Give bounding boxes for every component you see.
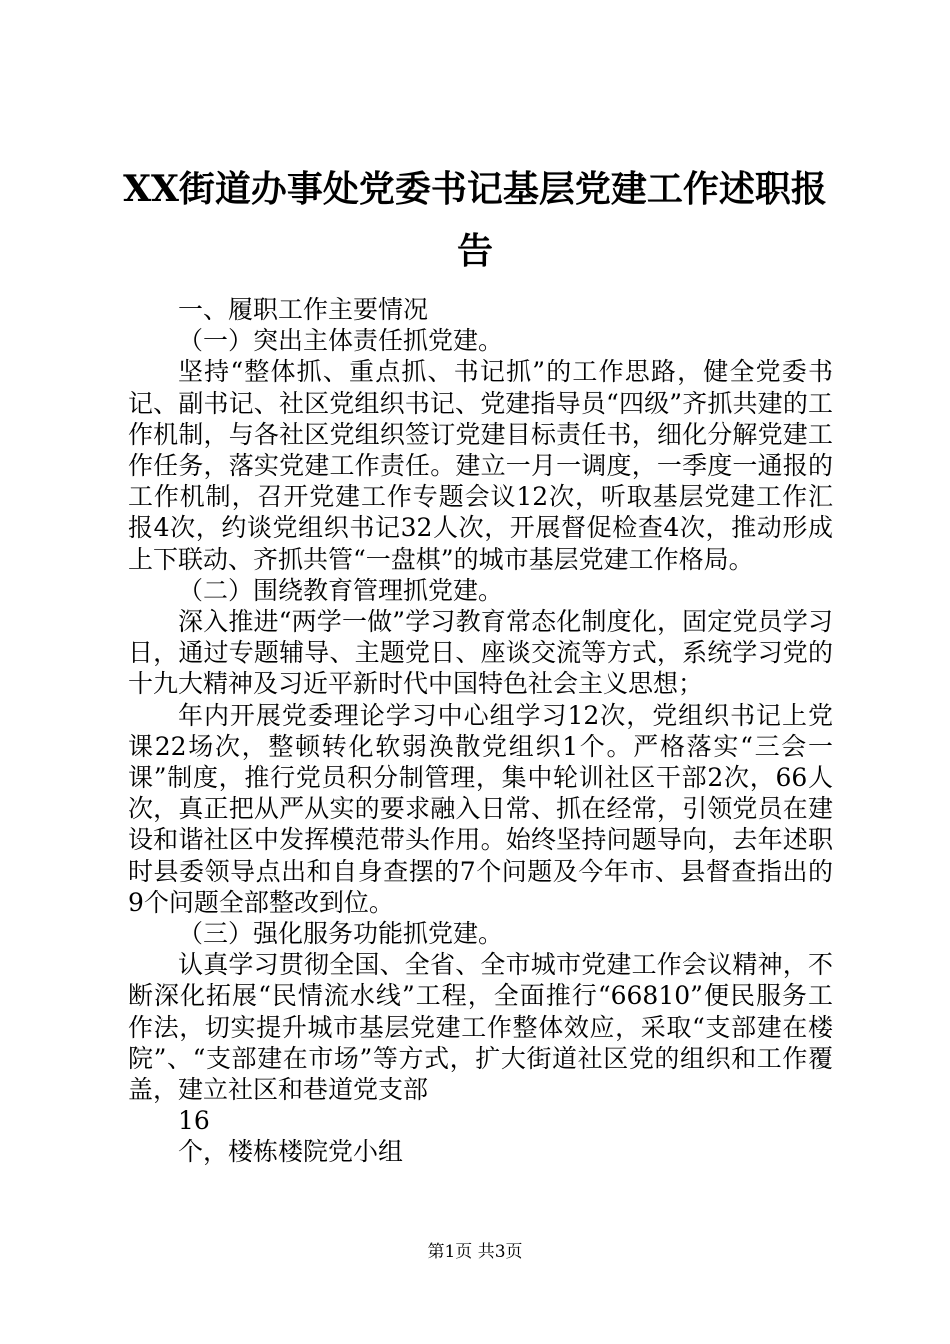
- subsection-heading: （三）强化服务功能抓党建。: [178, 919, 504, 949]
- body-paragraph: 认真学习贯彻全国、全省、全市城市党建工作会议精神，不断深化拓展“民情流水线”工程，全面推行“66810”便民服务工作法，切实提升城市基层党建工作整体效应，采取“支部建在楼院”、“支部建在市场”等方式，扩大街道社区党的组织和工作覆盖，建立社区和巷道党支部: [128, 950, 833, 1105]
- document-title: XX街道办事处党委书记基层党建工作述职报告: [123, 168, 827, 272]
- subsection-heading: （一）突出主体责任抓党建。: [178, 326, 504, 356]
- section-heading: 一、履职工作主要情况: [178, 295, 429, 324]
- subsection-heading: （二）围绕教育管理抓党建。: [178, 575, 504, 605]
- body-fragment: 个，楼栋楼院党小组: [178, 1137, 404, 1167]
- body-paragraph: 坚持“整体抓、重点抓、书记抓”的工作思路，健全党委书记、副书记、社区党组织书记、党建指导员“四级”齐抓共建的工作机制，与各社区党组织签订党建目标责任书，细化分解党建工作任务，落实党建工作责任。建立一月一调度，一季度一通报的工作机制，召开党建工作专题会议12次，听取基层党建工作汇报4次，约谈党组织书记32人次，开展督促检查4次，推动形成上下联动、齐抓共管“一盘棋”的城市基层党建工作格局。: [128, 357, 833, 574]
- body-fragment: 16: [178, 1106, 210, 1136]
- document-body: [128, 294, 833, 1168]
- body-paragraph: 年内开展党委理论学习中心组学习12次，党组织书记上党课22场次，整顿转化软弱涣散党组织1个。严格落实“三会一课”制度，推行党员积分制管理，集中轮训社区干部2次，66人次，真正把从严从实的要求融入日常、抓在经常，引领党员在建设和谐社区中发挥模范带头作用。始终坚持问题导向，去年述职时县委领导点出和自身查摆的7个问题及今年市、县督查指出的9个问题全部整改到位。: [128, 700, 833, 917]
- body-paragraph: 深入推进“两学一做”学习教育常态化制度化，固定党员学习日，通过专题辅导、主题党日、座谈交流等方式，系统学习党的十九大精神及习近平新时代中国特色社会主义思想；: [128, 607, 833, 699]
- page-number-footer: 第1页 共3页: [427, 1242, 523, 1262]
